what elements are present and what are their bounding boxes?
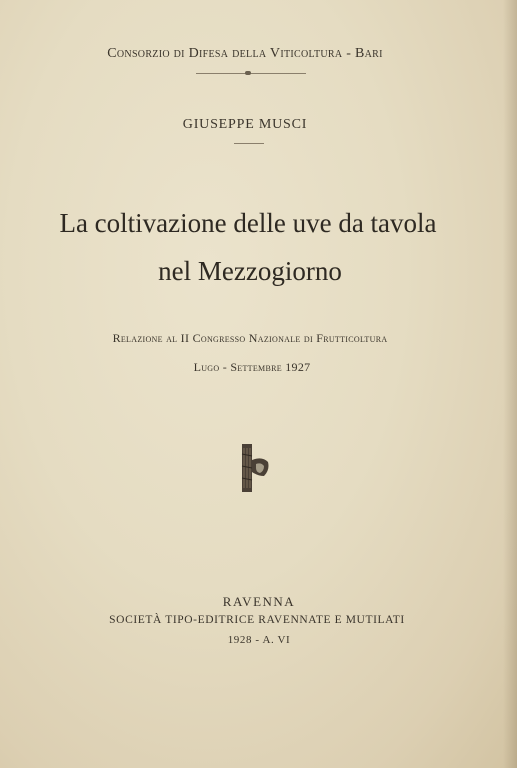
fasces-axe-emblem-icon: [236, 440, 276, 496]
publication-year: 1928 - A. VI: [227, 634, 291, 646]
header-divider: [196, 73, 306, 74]
publisher-name: SOCIETÀ TIPO-EDITRICE RAVENNATE E MUTILATI: [109, 614, 405, 626]
place-date: Lugo - Settembre 1927: [193, 360, 311, 374]
report-subtitle: Relazione al II Congresso Nazionale di Frutticoltura: [112, 331, 388, 345]
author-name: GIUSEPPE MUSCI: [182, 117, 308, 132]
book-title-line-1: La coltivazione delle uve da tavola: [59, 208, 437, 238]
publisher-city: RAVENNA: [222, 594, 296, 609]
book-title-line-2: nel Mezzogiorno: [158, 256, 342, 286]
header-divider-ornament: [245, 71, 251, 75]
author-divider: [234, 143, 264, 144]
consortium-header: Consorzio di Difesa della Viticoltura - Bari: [107, 46, 383, 61]
